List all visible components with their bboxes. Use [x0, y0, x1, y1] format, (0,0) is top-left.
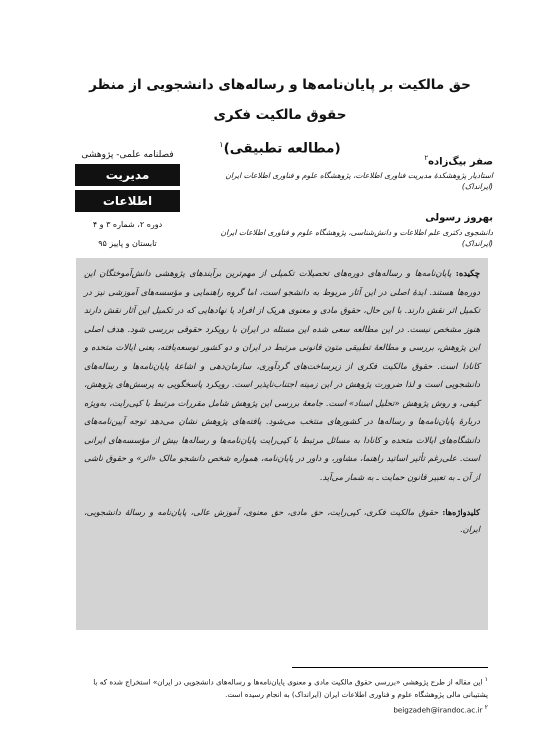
authors-block	[200, 150, 493, 263]
author-affiliation: دانشجوی دکتری علم اطلاعات و دانش‌شناسی، پژوهشگاه علوم و فناوری اطلاعات ایران (ایرانداک)	[220, 227, 493, 248]
keywords-label: کلیدواژه‌ها:	[442, 507, 480, 517]
author-name: صفر بیگ‌زاده	[428, 156, 493, 168]
journal-season: تابستان و پاییز ۹۵	[98, 239, 157, 248]
author-name: بهروز رسولی	[425, 212, 493, 224]
footnotes	[76, 673, 488, 717]
journal-name-line-2: اطلاعات	[75, 190, 180, 212]
journal-block	[75, 150, 180, 250]
footnote	[76, 673, 488, 701]
author-affiliation: استادیار پژوهشکدهٔ مدیریت فناوری اطلاعات، پژوهشگاه علوم و فناوری اطلاعات ایران (ایرانداک)	[225, 171, 493, 192]
footnote-mark: ۲	[484, 704, 488, 712]
author-name-line	[200, 150, 493, 170]
author-footnote-mark: ۲	[424, 154, 429, 162]
author	[200, 206, 493, 248]
keywords	[84, 504, 480, 538]
journal-issue: دوره ۲، شماره ۳ و ۴	[92, 220, 163, 229]
footnote	[76, 701, 488, 716]
journal-kind: فصلنامه علمی- پژوهشی	[81, 150, 174, 160]
journal-name-line-1: مدیریت	[75, 164, 180, 186]
footnote-text: این مقاله از طرح پژوهشی «بررسی حقوق مالکیت مادی و معنوی پایان‌نامه‌ها و رساله‌های دانشجویی در ایران» استخراج شده که با پشتیبانی مالی پژوهشگاه علوم و فناوری اطلاعات ایران (ایرانداک) به انجام رسیده است.	[93, 677, 488, 700]
abstract-box	[76, 258, 488, 630]
abstract-body	[84, 264, 480, 486]
title-footnote-mark: ۱	[219, 140, 224, 149]
footnote-divider	[292, 667, 488, 668]
author-name-line	[200, 206, 493, 226]
title-line-2-text: (مطالعه تطبیقی)	[223, 140, 341, 157]
abstract-text: پایان‌نامه‌ها و رساله‌های دوره‌های تحصیلات تکمیلی از مهم‌ترین برآیندهای پژوهشی دانش‌آموختگان این دوره‌ها هستند. ایدهٔ اصلی در این آثار مربوط به دانشجو است، اما گروه راهنمایی و مؤسسه‌های آموزشی نیز در تکمیل اثر نقش دارند. با این حال، حقوق مادی و معنوی هریک از افراد یا نهادهایی که در تکمیل این آثار نقش دارند هنوز مشخص نیست. در این مطالعه سعی شده این مسئله در ایران با رویکرد حقوقی بررسی شود. هدف اصلی این پژوهش، بررسی و مطالعهٔ تطبیقی متون قانونی مرتبط در ایران و دو کشور توسعه‌یافته، یعنی ایالات متحده و کانادا است. حقوق مالکیت فکری از زیرساخت‌های گردآوری، سازمان‌دهی و اشاعهٔ پایان‌نامه‌ها و رساله‌های دانشجویی است و لذا ضرورت پژوهش در این زمینه اجتناب‌ناپذیر است. رویکرد پاسخگویی به پرسش‌های پژوهش، کیفی، و روش پژوهش «تحلیل اسناد» است. جامعهٔ بررسی این پژوهش شامل مقررات مرتبط با کپی‌رایت، به‌ویژه دربارهٔ پایان‌نامه‌ها و رساله‌ها در کشورهای منتخب می‌شود. یافته‌های پژوهش نشان می‌دهد توجه آیین‌نامه‌های دانشگاه‌های ایالات متحده و کانادا به مسائل مرتبط با کپی‌رایت پایان‌نامه‌ها و رساله‌ها بیش از مؤسسه‌های ایرانی است. علی‌رغم تأثیر اساتید راهنما، مشاور، و داور در پایان‌نامه، همواره شخص دانشجو مالک «اثر» و حقوق ناشی از آن ـ به تعبیر قانون حمایت ـ به شمار می‌آید.	[84, 268, 480, 482]
title-line-1: حق مالکیت بر پایان‌نامه‌ها و رساله‌های دانشجویی از منظر حقوق مالکیت فکری	[89, 77, 471, 123]
footnote-mark: ۱	[484, 676, 488, 683]
keywords-text: حقوق مالکیت فکری، کپی‌رایت، حق مادی، حق معنوی، آموزش عالی، پایان‌نامه و رسالهٔ دانشجویی، ایران.	[84, 507, 480, 534]
author	[200, 150, 493, 192]
abstract-label: چکیده:	[455, 268, 480, 278]
author-email: beigzadeh@irandoc.ac.ir	[393, 705, 483, 715]
